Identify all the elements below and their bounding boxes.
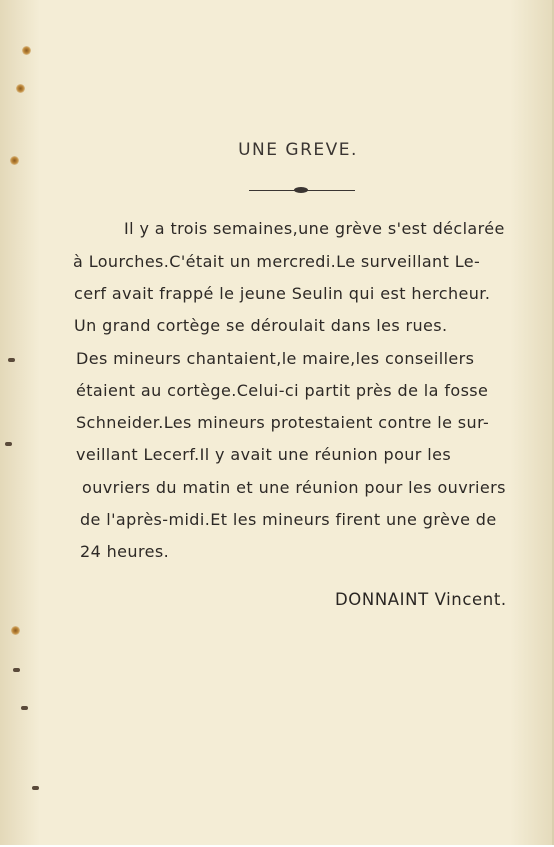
- body-line: Schneider.Les mineurs protestaient contre le sur-: [76, 413, 490, 432]
- paper-mark-5: [32, 786, 39, 790]
- body-line: Des mineurs chantaient,le maire,les conseillers: [76, 349, 475, 368]
- body-line: veillant Lecerf.Il y avait une réunion pour les: [76, 445, 452, 464]
- body-line: 24 heures.: [80, 542, 170, 561]
- body-line: étaient au cortège.Celui-ci partit près de la fosse: [76, 381, 489, 400]
- paper-mark-4: [21, 706, 28, 710]
- body-line: de l'après-midi.Et les mineurs firent une grève de: [80, 510, 497, 529]
- paper-mark-2: [5, 442, 12, 446]
- binding-hole-2: [16, 84, 25, 93]
- body-line: ouvriers du matin et une réunion pour les ouvriers: [82, 478, 506, 497]
- body-line: Il y a trois semaines,une grève s'est déclarée: [124, 219, 505, 238]
- title-divider-ornament: [294, 187, 308, 193]
- body-line: à Lourches.C'était un mercredi.Le surveillant Le-: [73, 252, 481, 271]
- body-line: Un grand cortège se déroulait dans les rues.: [74, 316, 448, 335]
- document-title: UNE GREVE.: [238, 140, 358, 160]
- binding-hole-4: [11, 626, 20, 635]
- author-signature: DONNAINT Vincent.: [335, 590, 507, 609]
- paper-mark-1: [8, 358, 15, 362]
- paper-mark-3: [13, 668, 20, 672]
- binding-hole-1: [22, 46, 31, 55]
- body-line: cerf avait frappé le jeune Seulin qui est hercheur.: [74, 284, 491, 303]
